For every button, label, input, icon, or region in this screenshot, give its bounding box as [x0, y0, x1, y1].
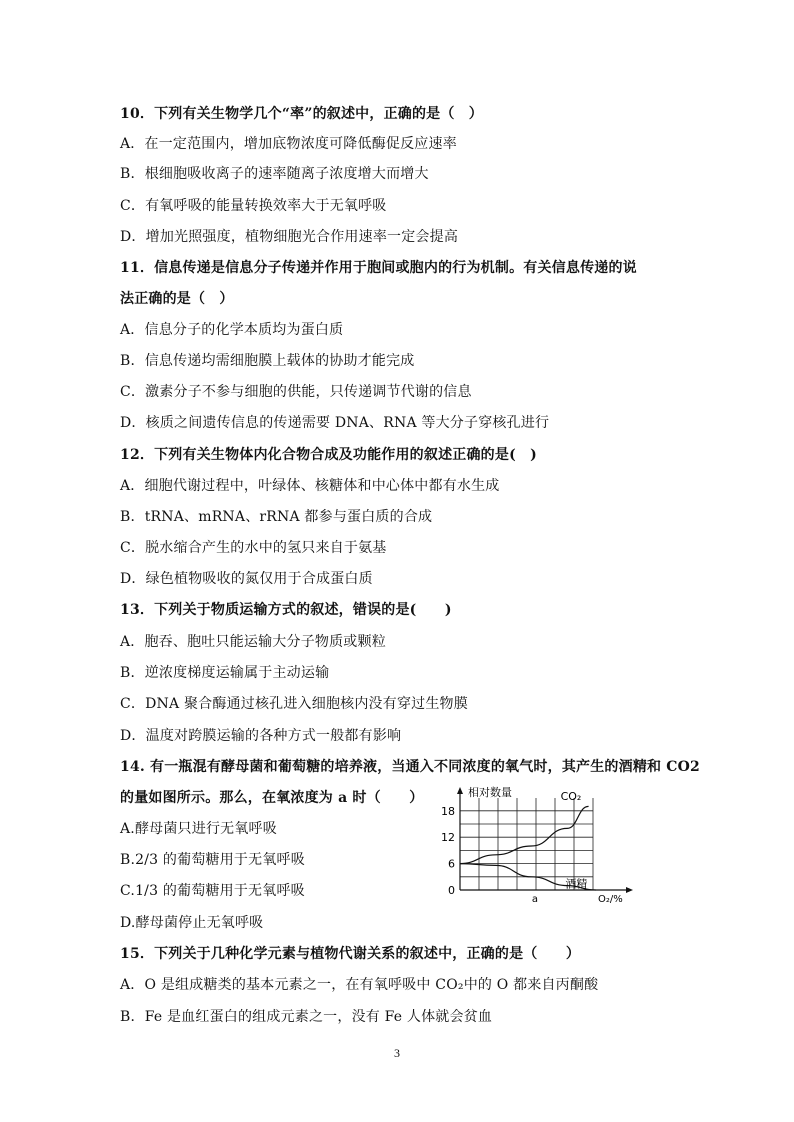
- alcohol-label: 酒精: [565, 877, 588, 891]
- co2-label: CO₂: [560, 790, 582, 803]
- oxygen-concentration-chart: [438, 786, 638, 906]
- y-tick-label: 6: [448, 857, 455, 871]
- y-tick-label: 18: [441, 804, 455, 818]
- question-14-option-a: A.酵母菌只进行无氧呼吸: [120, 821, 277, 837]
- question-14-option-b: B.2/3 的葡萄糖用于无氧呼吸: [120, 852, 305, 868]
- question-11-option-d: D．核质之间遗传信息的传递需要 DNA、RNA 等大分子穿核孔进行: [120, 415, 550, 431]
- question-15-stem: 15．下列关于几种化学元素与植物代谢关系的叙述中，正确的是（ ）: [120, 946, 581, 962]
- question-13-option-c: C．DNA 聚合酶通过核孔进入细胞核内没有穿过生物膜: [120, 696, 468, 712]
- y-tick-label: 0: [448, 884, 455, 897]
- question-10-option-b: B．根细胞吸收离子的速率随离子浓度增大而增大: [120, 166, 429, 182]
- question-14-option-d: D.酵母菌停止无氧呼吸: [120, 915, 264, 931]
- question-15-option-b: B．Fe 是血红蛋白的组成元素之一，没有 Fe 人体就会贫血: [120, 1009, 493, 1025]
- x-tick-label: a: [531, 894, 539, 905]
- chart-series: [460, 790, 596, 891]
- question-14-stem-line-2: 的量如图所示。那么，在氧浓度为 a 时（ ）: [120, 790, 424, 806]
- question-13-stem: 13．下列关于物质运输方式的叙述，错误的是( ): [120, 602, 452, 618]
- question-14-stem-line-1: 14. 有一瓶混有酵母菌和葡萄糖的培养液，当通入不同浓度的氧气时，其产生的酒精和 CO2: [120, 759, 700, 775]
- question-11-option-b: B．信息传递均需细胞膜上载体的协助才能完成: [120, 353, 415, 369]
- question-12-option-b: B．tRNA、mRNA、rRNA 都参与蛋白质的合成: [120, 509, 433, 525]
- chart-title: 相对数量: [468, 786, 512, 799]
- y-axis-arrow: [457, 787, 463, 794]
- question-13-option-a: A．胞吞、胞吐只能运输大分子物质或颗粒: [120, 634, 386, 650]
- question-12-option-c: C．脱水缩合产生的水中的氢只来自于氨基: [120, 540, 387, 556]
- y-tick-labels: [441, 805, 455, 897]
- question-12-option-d: D．绿色植物吸收的氮仅用于合成蛋白质: [120, 571, 373, 587]
- question-10-option-a: A．在一定范围内，增加底物浓度可降低酶促反应速率: [120, 136, 457, 152]
- x-axis-arrow: [626, 887, 633, 893]
- question-10-option-d: D．增加光照强度，植物细胞光合作用速率一定会提高: [120, 229, 459, 245]
- question-12-option-a: A．细胞代谢过程中，叶绿体、核糖体和中心体中都有水生成: [120, 478, 500, 494]
- x-axis-label: O₂/%: [598, 894, 623, 905]
- question-11-option-c: C．激素分子不参与细胞的供能，只传递调节代谢的信息: [120, 384, 472, 400]
- question-10-stem: 10．下列有关生物学几个“率”的叙述中，正确的是（ ）: [120, 106, 483, 122]
- page-number: 3: [394, 1046, 400, 1060]
- question-13-option-d: D．温度对跨膜运输的各种方式一般都有影响: [120, 728, 402, 744]
- x-tick-labels: [532, 894, 538, 905]
- question-15-option-a: A．O 是组成糖类的基本元素之一，在有氧呼吸中 CO₂中的 O 都来自丙酮酸: [120, 977, 599, 993]
- question-12-stem: 12．下列有关生物体内化合物合成及功能作用的叙述正确的是( ): [120, 447, 537, 463]
- question-11-stem-line-2: 法正确的是（ ）: [120, 291, 234, 307]
- question-11-stem-line-1: 11．信息传递是信息分子传递并作用于胞间或胞内的行为机制。有关信息传递的说: [120, 260, 637, 276]
- question-11-option-a: A．信息分子的化学本质均为蛋白质: [120, 322, 344, 338]
- question-13-option-b: B．逆浓度梯度运输属于主动运输: [120, 665, 330, 681]
- question-14-option-c: C.1/3 的葡萄糖用于无氧呼吸: [120, 883, 305, 899]
- y-tick-label: 12: [441, 831, 455, 845]
- question-10-option-c: C．有氧呼吸的能量转换效率大于无氧呼吸: [120, 198, 387, 214]
